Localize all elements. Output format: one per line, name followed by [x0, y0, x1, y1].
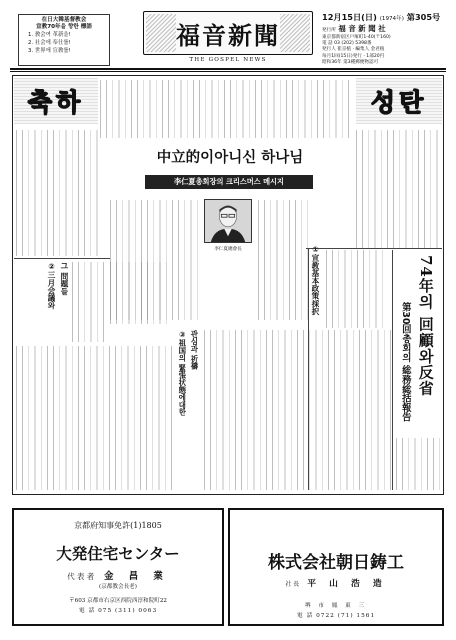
review-subtitle: 第30回총회의 総務総括報告 — [399, 302, 411, 422]
photo-caption: 李仁夏總會長 — [214, 247, 242, 252]
slogan-heading: 在日大韓基督教会 宣教70年을 향한 標語 — [36, 17, 92, 30]
text-column — [100, 80, 352, 138]
subhead-homeland-tension: ③祖国의 緊張状態에대한 — [177, 330, 187, 416]
text-column — [16, 346, 176, 490]
portrait-photo — [204, 199, 252, 243]
text-column — [204, 330, 394, 490]
advert-rep-label: 代 表 者 — [67, 572, 95, 581]
banner-congrats-text: 축하 — [27, 88, 85, 117]
advert-rep-name: 平 山 浩 造 — [307, 579, 387, 589]
publisher-line: 東京都新宿区戸塚町1-40(〒160) — [322, 35, 391, 40]
publisher-line: 毎月1回(15日)発行 · 1部20円 — [322, 53, 385, 59]
advert-group: (京都教会長老) — [99, 584, 137, 590]
slogan-item: 3. 世界에 宣敎를! — [28, 48, 71, 54]
subhead-homeland-tension-2: 관심과 祈禱 — [189, 330, 199, 370]
issue-date: 12月15日(日) — [322, 12, 377, 22]
text-column — [326, 250, 388, 328]
slogan-item: 2. 社会에 奉仕를! — [28, 40, 71, 46]
publisher-label: 発行所 — [322, 28, 336, 33]
advert-representative — [230, 576, 442, 589]
portrait-icon — [205, 200, 251, 242]
advert-daihatsu-housing — [12, 508, 224, 626]
publisher-name: 福 音 新 聞 社 — [338, 24, 386, 33]
text-column — [356, 130, 442, 248]
section-rule-vertical — [308, 248, 309, 490]
subhead-march-meeting: ②三月会議와 — [46, 262, 56, 309]
issue-line — [322, 12, 440, 23]
text-column — [396, 438, 440, 490]
grape-ornament-icon — [280, 14, 310, 52]
advert-permit: 京都府知事免許(1)1805 — [74, 521, 162, 530]
advert-company: 大発住宅センター — [56, 545, 180, 563]
publisher-line: 発行人 崔京植 · 編集人 金君植 — [322, 47, 385, 53]
advert-address: 堺 市 鳳 東 三 — [304, 603, 368, 609]
banner-congrats — [14, 78, 98, 124]
masthead-rule — [10, 68, 446, 70]
advert-rep-name: 金 昌 業 — [104, 571, 169, 582]
publisher-line: 昭和36年 第3種郵便物認可 — [322, 59, 379, 65]
newspaper-masthead — [143, 11, 313, 55]
issue-number: 第305号 — [406, 12, 441, 22]
advert-tel: 電 話 075 (311) 0063 — [78, 608, 158, 614]
publisher-info — [322, 24, 442, 66]
newspaper-title: 福音新聞 — [176, 20, 280, 50]
subhead-march-meeting-2: 그 問題들 — [59, 262, 69, 296]
newspaper-subtitle: THE GOSPEL NEWS — [189, 57, 267, 63]
text-column — [110, 262, 172, 324]
headline: 中立的이아니신 하나님 — [156, 149, 304, 166]
advert-rep-label: 社 長 — [285, 581, 300, 588]
banner-christmas-text: 성탄 — [370, 88, 428, 117]
section-rule-vertical — [392, 250, 393, 490]
kicker: 李仁夏총회장의 크리스머스 메시지 — [145, 175, 313, 189]
slogan-item: 1. 敎会여 革新을! — [28, 32, 71, 38]
slogan-box — [18, 14, 110, 66]
advert-tel: 電 話 0722 (71) 1561 — [296, 613, 376, 619]
section-rule — [14, 258, 110, 259]
banner-christmas — [356, 78, 442, 124]
review-title: 74年의 回顧와反省 — [416, 255, 435, 397]
text-column — [72, 262, 106, 342]
text-column — [16, 130, 102, 256]
masthead-rule-thin — [10, 71, 446, 72]
advert-company: 株式会社朝日鋳工 — [268, 553, 404, 573]
publisher-line: 電 話 03 (202) 5398番 — [322, 41, 372, 47]
advert-representative — [14, 568, 222, 582]
section-rule — [306, 248, 442, 249]
issue-year: (1974年) — [379, 16, 404, 22]
text-column — [258, 200, 308, 320]
advert-address: 〒603 京都市右京区西院西淳和院町22 — [69, 598, 167, 604]
grape-ornament-icon — [146, 14, 176, 52]
advert-asahi-casting — [228, 508, 444, 626]
subhead-mission-policy: ①宣教基本政策採択 — [310, 245, 320, 315]
